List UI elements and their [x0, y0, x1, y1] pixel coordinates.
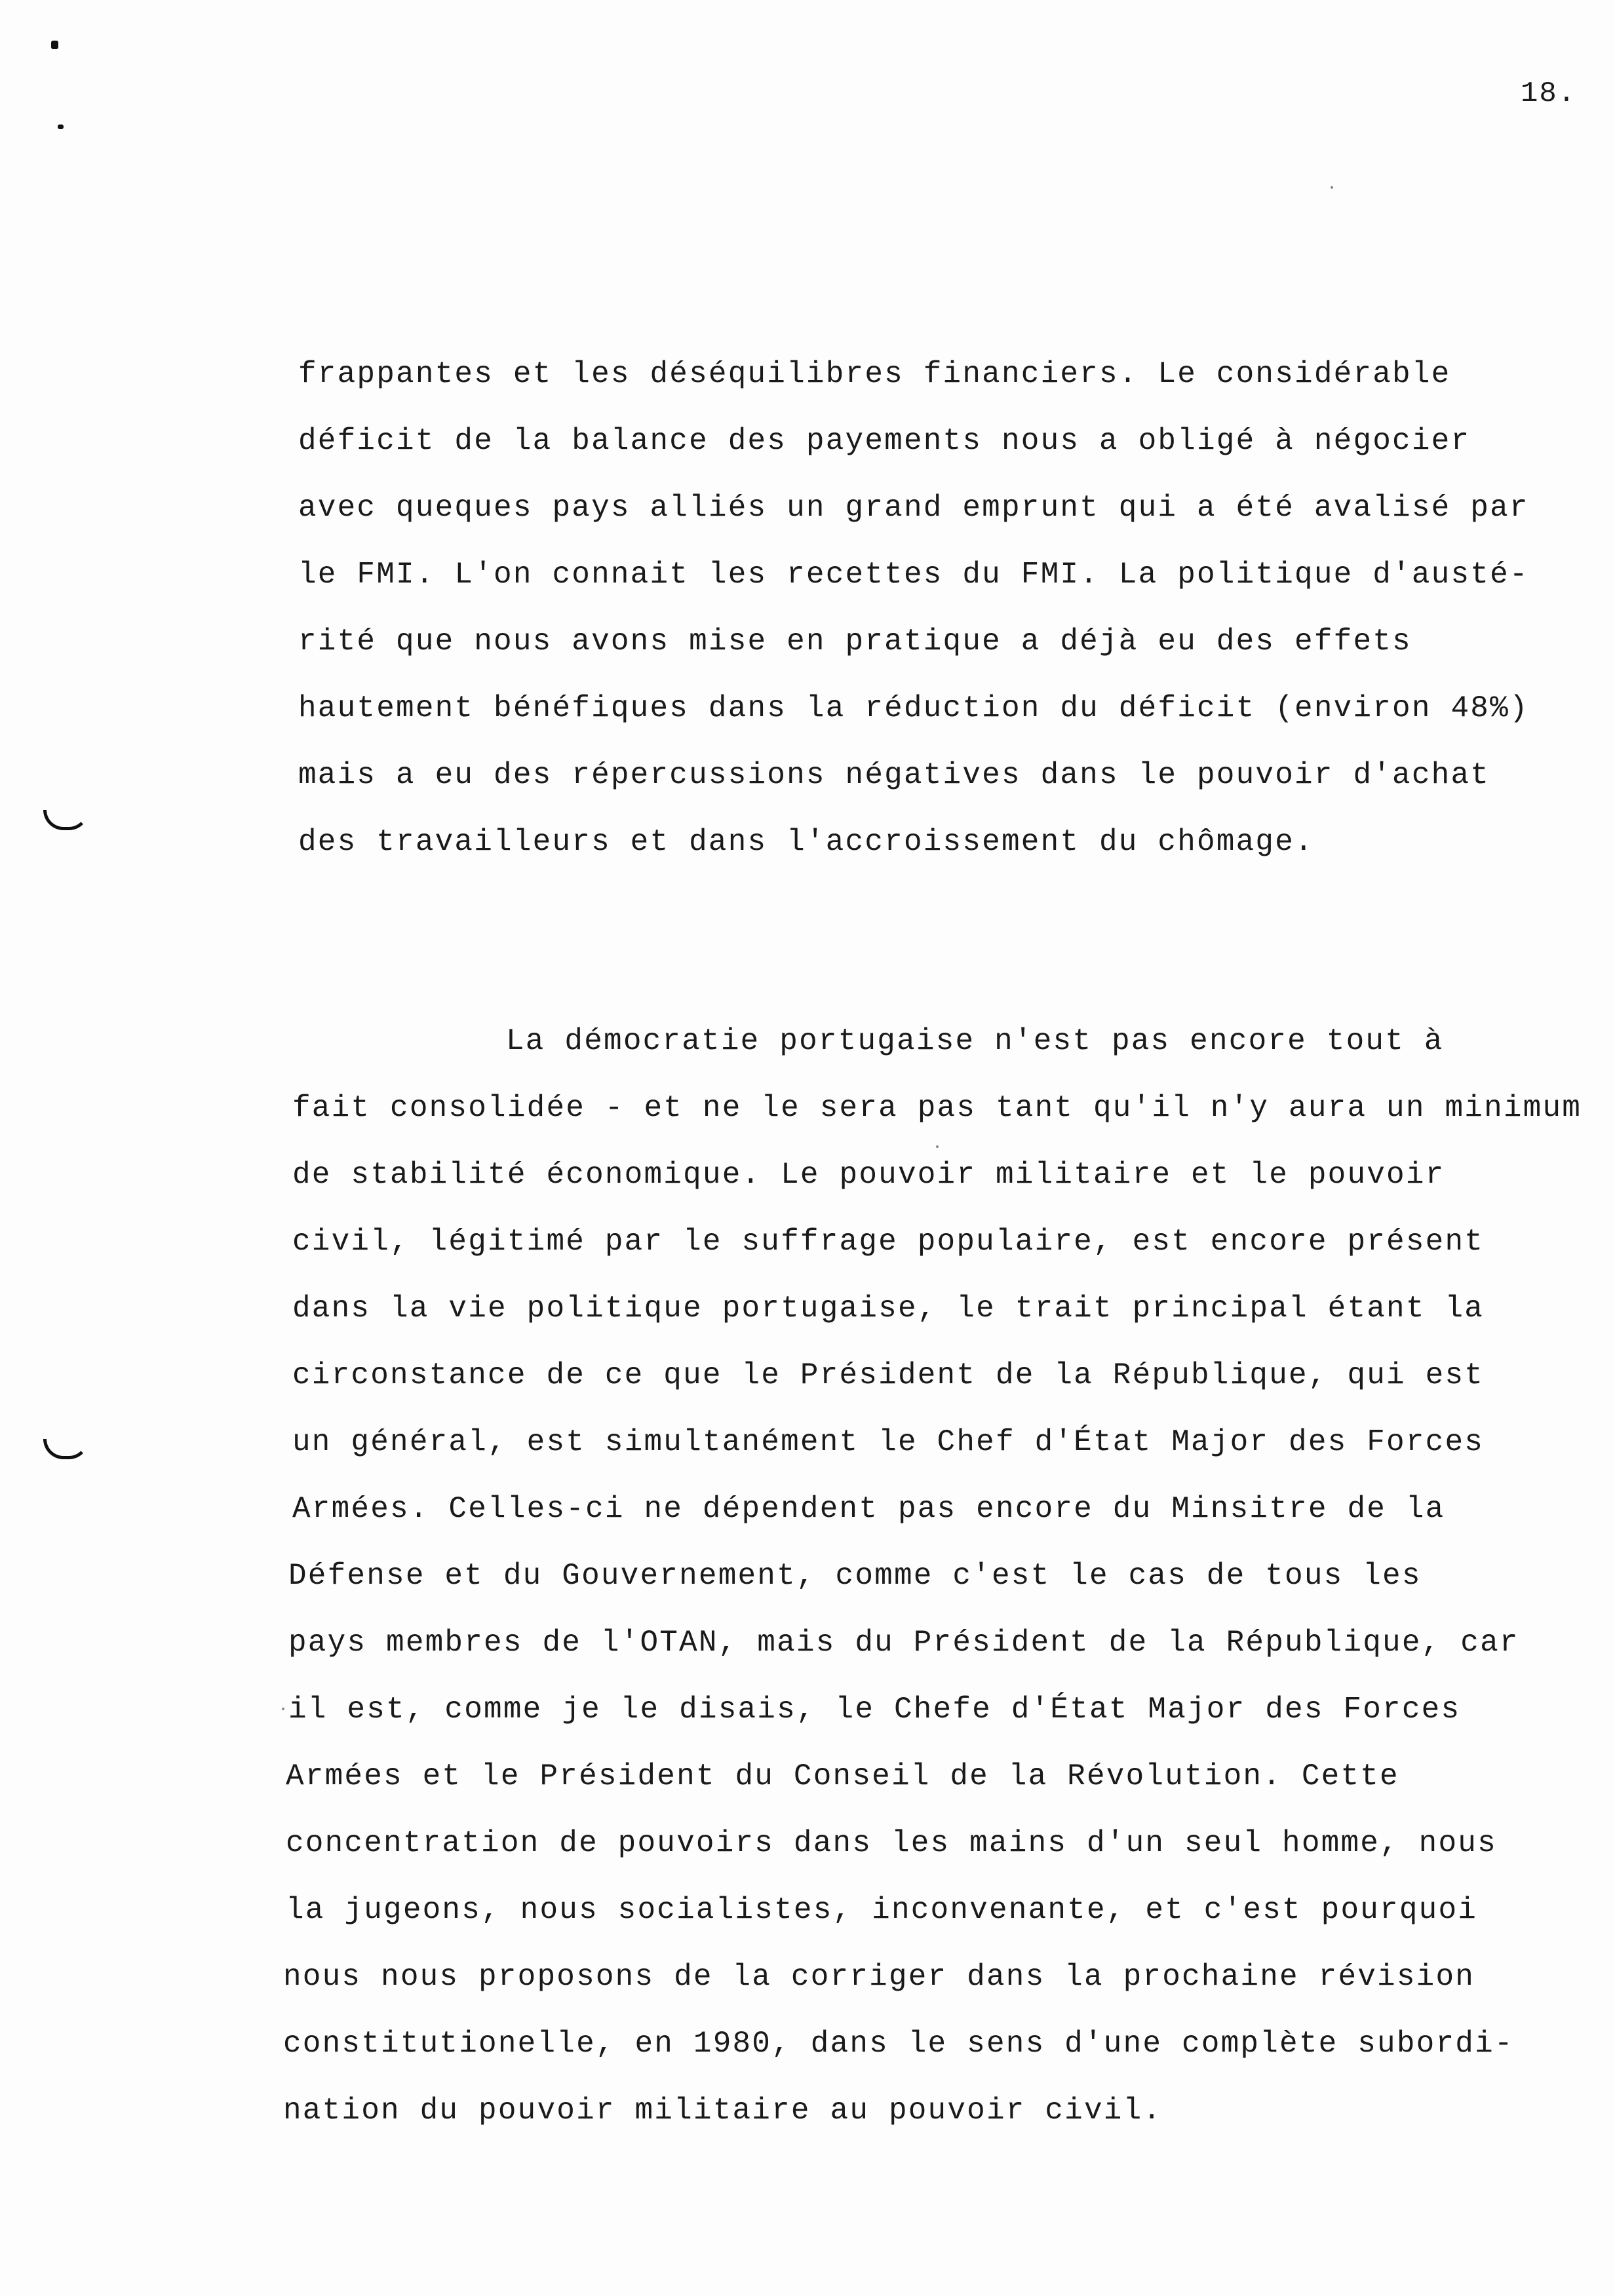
page-number: 18. [1521, 77, 1577, 110]
punch-hole-mark-upper [43, 810, 89, 830]
punch-hole-mark-lower [43, 1439, 89, 1459]
text-line: le FMI. L'on connait les recettes du FMI. La politique d'austé- [298, 558, 1529, 592]
text-line: il est, comme je le disais, le Chefe d'État Major des Forces [288, 1693, 1461, 1727]
text-line: Armées et le Président du Conseil de la Révolution. Cette [286, 1759, 1399, 1793]
text-line: nous nous proposons de la corriger dans la prochaine révision [283, 1960, 1475, 1994]
text-line: déficit de la balance des payements nous a obligé à négocier [298, 424, 1471, 458]
scan-mark-top [51, 41, 58, 49]
text-line: Armées. Celles-ci ne dépendent pas encore du Minsitre de la [292, 1492, 1445, 1526]
text-line: de stabilité économique. Le pouvoir militaire et le pouvoir [292, 1158, 1445, 1192]
scan-speck [936, 1145, 939, 1148]
text-line: hautement bénéfiques dans la réduction du déficit (environ 48%) [298, 691, 1529, 725]
text-line: circonstance de ce que le Président de la République, qui est [292, 1358, 1485, 1392]
text-line: constitutionelle, en 1980, dans le sens d'une complète subordi- [283, 2027, 1514, 2061]
text-line: concentration de pouvoirs dans les mains d'un seul homme, nous [286, 1826, 1497, 1860]
text-line: dans la vie politique portugaise, le trait principal étant la [292, 1292, 1485, 1326]
text-line: frappantes et les déséquilibres financiers. Le considérable [298, 357, 1451, 391]
scan-speck [1331, 186, 1333, 189]
text-line: des travailleurs et dans l'accroissement du chômage. [298, 825, 1314, 859]
text-line: fait consolidée - et ne le sera pas tant qu'il n'y aura un minimum [292, 1091, 1582, 1125]
scan-speck [282, 1708, 284, 1710]
text-line: La démocratie portugaise n'est pas encore tout à [506, 1024, 1444, 1058]
text-line: pays membres de l'OTAN, mais du Président de la République, car [288, 1626, 1519, 1660]
text-line: la jugeons, nous socialistes, inconvenante, et c'est pourquoi [286, 1893, 1478, 1927]
text-line: nation du pouvoir militaire au pouvoir civil. [283, 2094, 1163, 2128]
text-line: civil, légitimé par le suffrage populaire, est encore présent [292, 1225, 1485, 1259]
scan-mark-small [58, 124, 64, 129]
text-line: rité que nous avons mise en pratique a déjà eu des effets [298, 624, 1412, 659]
text-line: Défense et du Gouvernement, comme c'est le cas de tous les [288, 1559, 1422, 1593]
text-line: mais a eu des répercussions négatives dans le pouvoir d'achat [298, 758, 1490, 792]
text-line: un général, est simultanément le Chef d'État Major des Forces [292, 1425, 1485, 1459]
text-line: avec queques pays alliés un grand emprunt qui a été avalisé par [298, 491, 1529, 525]
